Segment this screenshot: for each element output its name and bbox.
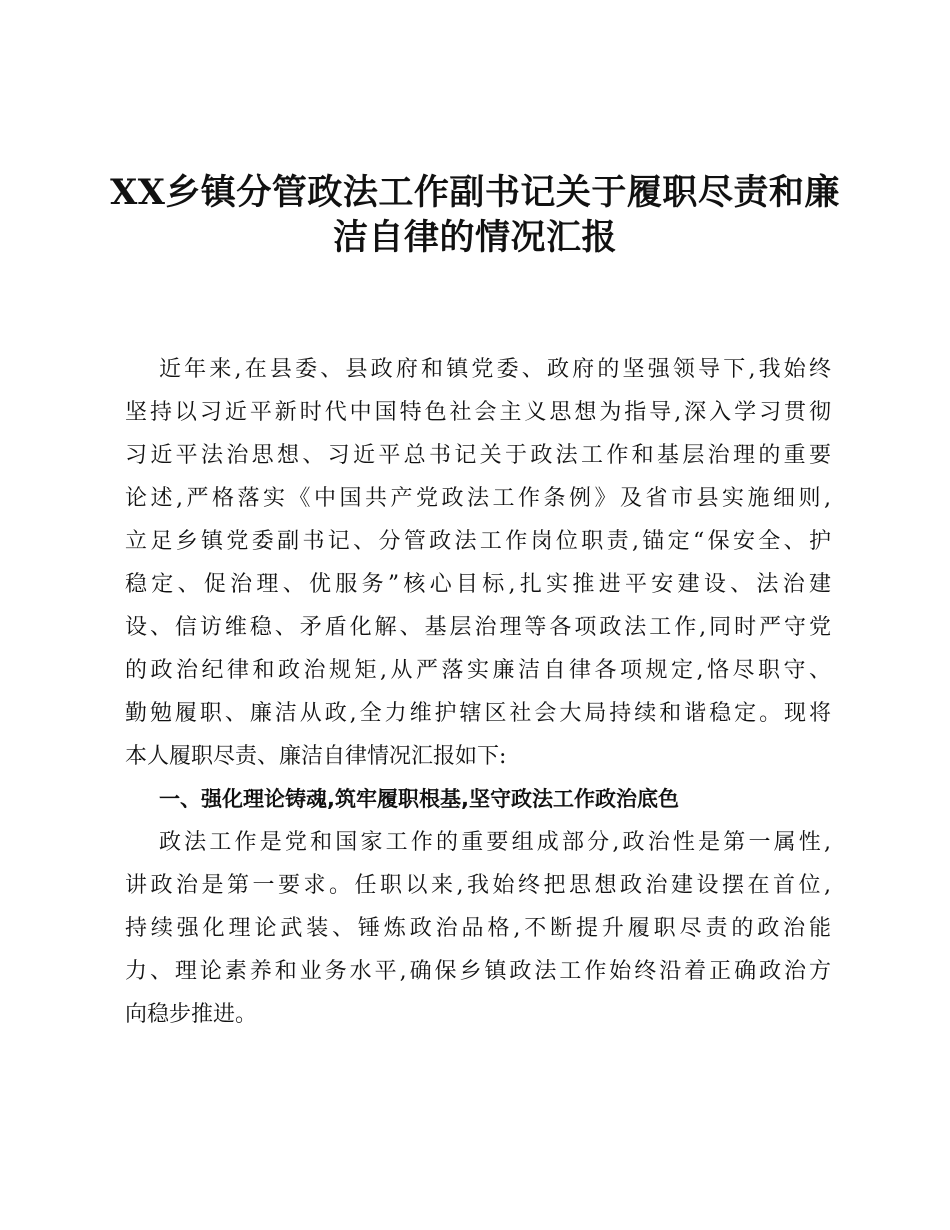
text-line: 本人履职尽责、廉洁自律情况汇报如下: bbox=[125, 744, 507, 769]
text-line: 习近平法治思想、习近平总书记关于政法工作和基层治理的重要 bbox=[125, 443, 831, 468]
section-heading: 一、强化理论铸魂,筑牢履职根基,坚守政法工作政治底色 bbox=[159, 787, 679, 811]
document-body bbox=[125, 348, 831, 1036]
text-line: 勤勉履职、廉洁从政,全力维护辖区社会大局持续和谐稳定。现将 bbox=[125, 701, 831, 726]
text-line: 力、理论素养和业务水平,确保乡镇政法工作始终沿着正确政治方 bbox=[125, 959, 831, 984]
text-line: 向稳步推进。 bbox=[125, 1002, 258, 1027]
text-line: 坚持以习近平新时代中国特色社会主义思想为指导,深入学习贯彻 bbox=[125, 400, 831, 425]
text-line: 近年来,在县委、县政府和镇党委、政府的坚强领导下,我始终 bbox=[159, 357, 831, 382]
text-line: 论述,严格落实《中国共产党政法工作条例》及省市县实施细则, bbox=[125, 486, 831, 511]
title-line-1: XX乡镇分管政法工作副书记关于履职尽责和廉 bbox=[110, 172, 840, 213]
text-line: 讲政治是第一要求。任职以来,我始终把思想政治建设摆在首位, bbox=[125, 873, 831, 898]
intro-paragraph bbox=[125, 348, 831, 778]
text-line: 稳定、促治理、优服务”核心目标,扎实推进平安建设、法治建 bbox=[125, 572, 831, 597]
text-line: 的政治纪律和政治规矩,从严落实廉洁自律各项规定,恪尽职守、 bbox=[125, 658, 831, 683]
text-line: 持续强化理论武装、锤炼政治品格,不断提升履职尽责的政治能 bbox=[125, 916, 831, 941]
text-line: 立足乡镇党委副书记、分管政法工作岗位职责,锚定“保安全、护 bbox=[125, 529, 831, 554]
text-line: 设、信访维稳、矛盾化解、基层治理等各项政法工作,同时严守党 bbox=[125, 615, 831, 640]
section-1-paragraph bbox=[125, 821, 831, 1036]
text-line: 政法工作是党和国家工作的重要组成部分,政治性是第一属性, bbox=[159, 830, 831, 855]
title-line-2: 洁自律的情况汇报 bbox=[332, 217, 617, 258]
document-title bbox=[110, 170, 840, 260]
